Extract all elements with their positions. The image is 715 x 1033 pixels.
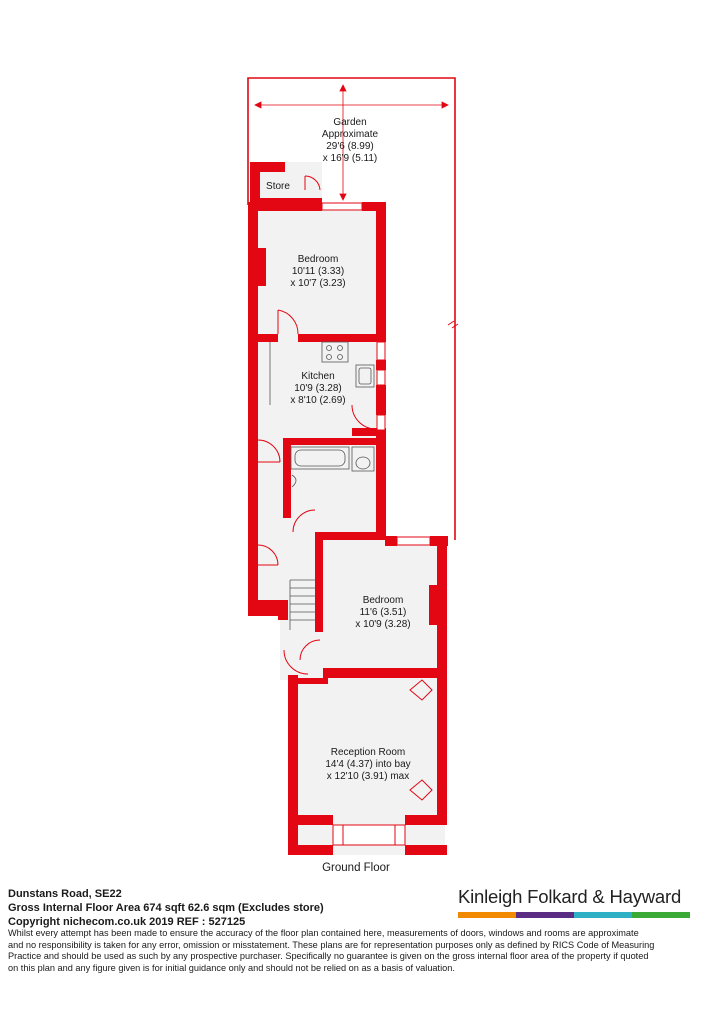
svg-text:x 12'10 (3.91) max: x 12'10 (3.91) max <box>326 771 410 782</box>
svg-text:x 8'10 (2.69): x 8'10 (2.69) <box>290 395 346 406</box>
svg-text:10'11 (3.33): 10'11 (3.33) <box>291 266 345 277</box>
address: Dunstans Road, SE22 <box>8 888 122 900</box>
disclaimer-line: and no responsibility is taken for any error, omission or misstatement. These plans are for representation purposes only as defined by RICS Code of Measuring <box>8 939 655 950</box>
svg-text:10'9 (3.28): 10'9 (3.28) <box>294 383 342 394</box>
break-mark <box>448 321 458 328</box>
reception-label <box>325 747 410 782</box>
svg-text:11'6 (3.51): 11'6 (3.51) <box>359 607 407 618</box>
bedroom-rear-label <box>290 254 345 289</box>
disclaimer <box>8 928 708 974</box>
svg-text:Reception Room: Reception Room <box>330 747 406 758</box>
brand-logo <box>458 886 690 918</box>
disclaimer-line: on this plan and any figure given is for initial guidance only and should not be relied on as a basis of valuation. <box>8 962 455 973</box>
copyright: Copyright nichecom.co.uk 2019 REF : 527125 <box>8 916 246 928</box>
brand-name: Kinleigh Folkard & Hayward <box>458 886 682 907</box>
svg-text:14'4 (4.37) into bay: 14'4 (4.37) into bay <box>325 759 411 770</box>
svg-text:Kitchen: Kitchen <box>301 371 335 382</box>
svg-text:29'6 (8.99): 29'6 (8.99) <box>326 141 374 152</box>
svg-text:Approximate: Approximate <box>321 129 379 140</box>
svg-text:Garden: Garden <box>333 117 367 128</box>
floor-label: Ground Floor <box>322 862 390 874</box>
brand-color-bar <box>458 912 690 918</box>
floor-area: Gross Internal Floor Area 674 sqft 62.6 sqm (Excludes store) <box>8 902 324 914</box>
garden-label <box>322 117 379 164</box>
svg-text:Bedroom: Bedroom <box>362 595 404 606</box>
disclaimer-line: Whilst every attempt has been made to ensure the accuracy of the floor plan contained here, measurements of doors, windows and rooms are approximate <box>8 928 639 938</box>
svg-text:Bedroom: Bedroom <box>297 254 339 265</box>
svg-text:x 16'9 (5.11): x 16'9 (5.11) <box>322 153 378 164</box>
disclaimer-line: Practice and should be used as such by any prospective purchaser. Specifically no guarantee is given on the gross internal floor area of the property if quoted <box>8 951 649 962</box>
svg-text:x 10'7 (3.23): x 10'7 (3.23) <box>290 278 346 289</box>
bedroom-front-label <box>355 595 410 630</box>
store-label: Store <box>266 181 290 192</box>
svg-text:x 10'9 (3.28): x 10'9 (3.28) <box>355 619 411 630</box>
